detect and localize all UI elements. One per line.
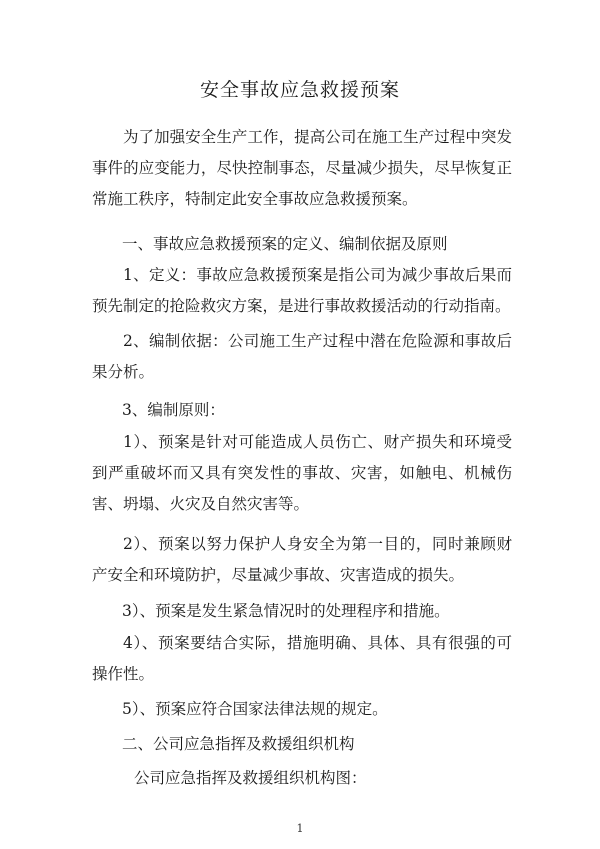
- section-heading-1: 一、事故应急救援预案的定义、编制依据及原则: [122, 235, 448, 253]
- document-title: 安全事故应急救援预案: [199, 79, 400, 101]
- page-number: 1: [296, 822, 304, 835]
- principle-item-5: 5）、预案应符合国家法律法规的规定。: [122, 700, 388, 718]
- principle-item-3: 3）、预案是发生紧急情况时的处理程序和措施。: [122, 602, 450, 620]
- section-heading-2: 二、公司应急指挥及救援组织机构: [122, 735, 355, 753]
- principle-item-1: 1）、预案是针对可能造成人员伤亡、财产损失和环境受到严重破坏而又具有突发性的事故、灾害，如触电、机械伤害、坍塌、火灾及自然灾害等。: [92, 433, 512, 513]
- intro-paragraph: 为了加强安全生产工作，提高公司在施工生产过程中突发事件的应变能力，尽快控制事态，尽量减少损失，尽早恢复正常施工秩序，特制定此安全事故应急救援预案。: [92, 128, 512, 208]
- basis-paragraph: 2、编制依据：公司施工生产过程中潜在危险源和事故后果分析。: [92, 332, 512, 381]
- principle-item-4: 4）、预案要结合实际，措施明确、具体、具有很强的可操作性。: [92, 634, 512, 683]
- org-chart-caption: 公司应急指挥及救援组织机构图：: [134, 769, 367, 787]
- definition-paragraph: 1、定义：事故应急救援预案是指公司为减少事故后果而预先制定的抢险救灾方案，是进行事故救援活动的行动指南。: [92, 266, 512, 315]
- principle-item-2: 2）、预案以努力保护人身安全为第一目的，同时兼顾财产安全和环境防护，尽量减少事故、灾害造成的损失。: [92, 535, 512, 584]
- principles-heading: 3、编制原则：: [122, 401, 225, 419]
